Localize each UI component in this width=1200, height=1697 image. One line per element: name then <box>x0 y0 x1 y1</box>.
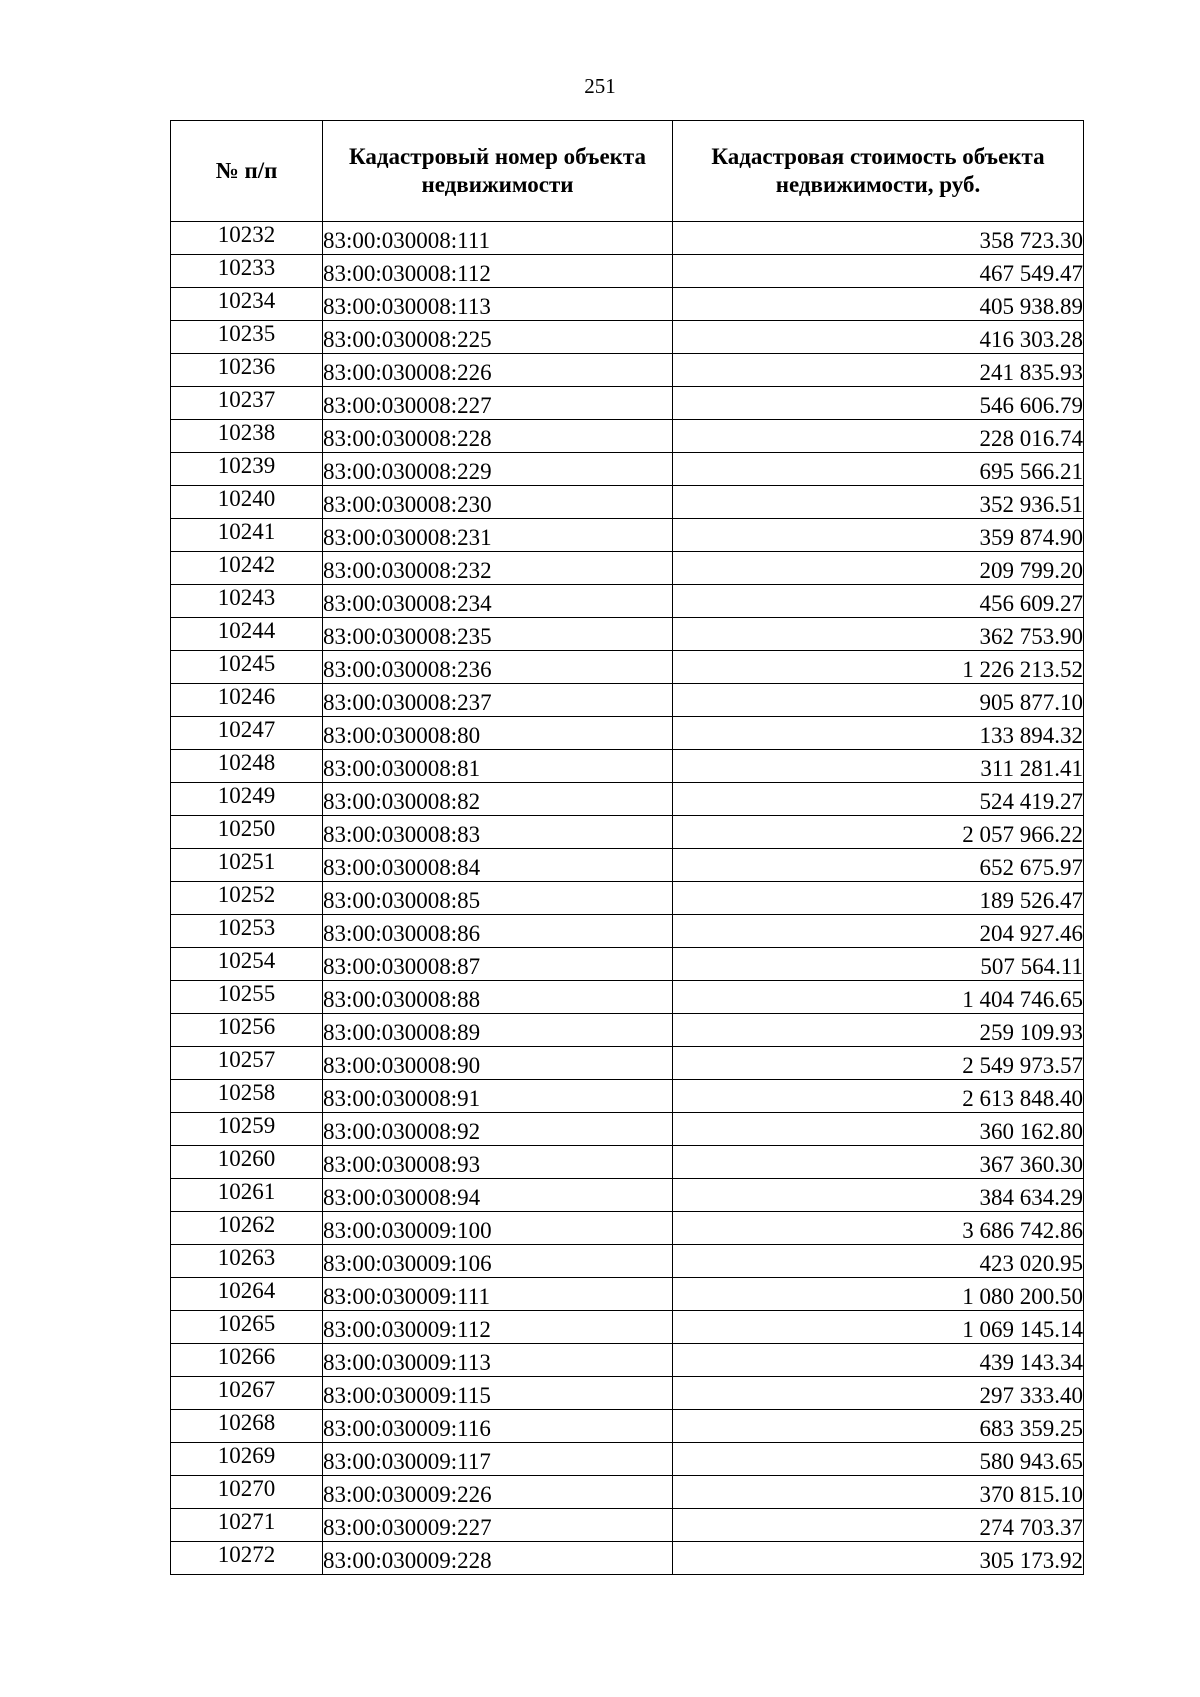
row-number-cell: 10262 <box>171 1212 323 1245</box>
table-row <box>171 618 1084 651</box>
cadastral-value-cell: 2 549 973.57 <box>673 1047 1084 1080</box>
cadastral-number-cell: 83:00:030009:100 <box>323 1212 673 1245</box>
table-row <box>171 1443 1084 1476</box>
row-number-cell: 10237 <box>171 387 323 420</box>
table-row <box>171 288 1084 321</box>
cadastral-number-cell: 83:00:030009:227 <box>323 1509 673 1542</box>
table-row <box>171 816 1084 849</box>
cadastral-value-cell: 297 333.40 <box>673 1377 1084 1410</box>
table-row <box>171 684 1084 717</box>
cadastral-number-cell: 83:00:030008:80 <box>323 717 673 750</box>
row-number-cell: 10245 <box>171 651 323 684</box>
table-row <box>171 1047 1084 1080</box>
cadastral-value-cell: 259 109.93 <box>673 1014 1084 1047</box>
table-row <box>171 354 1084 387</box>
cadastral-value-cell: 370 815.10 <box>673 1476 1084 1509</box>
cadastral-number-cell: 83:00:030008:94 <box>323 1179 673 1212</box>
cadastral-number-cell: 83:00:030009:116 <box>323 1410 673 1443</box>
row-number-cell: 10261 <box>171 1179 323 1212</box>
cadastral-number-cell: 83:00:030008:82 <box>323 783 673 816</box>
cadastral-value-table <box>170 120 1084 1575</box>
row-number-cell: 10267 <box>171 1377 323 1410</box>
cadastral-value-cell: 358 723.30 <box>673 222 1084 255</box>
table-row <box>171 948 1084 981</box>
row-number-cell: 10258 <box>171 1080 323 1113</box>
header-cadastral-value: Кадастровая стоимость объекта недвижимости, руб. <box>673 121 1084 222</box>
table-row <box>171 1278 1084 1311</box>
cadastral-number-cell: 83:00:030008:237 <box>323 684 673 717</box>
cadastral-number-cell: 83:00:030008:234 <box>323 585 673 618</box>
cadastral-number-cell: 83:00:030008:83 <box>323 816 673 849</box>
cadastral-value-cell: 1 080 200.50 <box>673 1278 1084 1311</box>
cadastral-number-cell: 83:00:030008:235 <box>323 618 673 651</box>
table-row <box>171 1113 1084 1146</box>
header-row-number: № п/п <box>171 121 323 222</box>
page-number: 251 <box>584 74 616 98</box>
cadastral-number-cell: 83:00:030008:112 <box>323 255 673 288</box>
cadastral-number-cell: 83:00:030008:86 <box>323 915 673 948</box>
cadastral-number-cell: 83:00:030009:112 <box>323 1311 673 1344</box>
cadastral-value-cell: 423 020.95 <box>673 1245 1084 1278</box>
cadastral-value-cell: 507 564.11 <box>673 948 1084 981</box>
table-row <box>171 1311 1084 1344</box>
cadastral-value-cell: 133 894.32 <box>673 717 1084 750</box>
row-number-cell: 10272 <box>171 1542 323 1575</box>
table-row <box>171 1344 1084 1377</box>
cadastral-value-cell: 3 686 742.86 <box>673 1212 1084 1245</box>
row-number-cell: 10263 <box>171 1245 323 1278</box>
row-number-cell: 10243 <box>171 585 323 618</box>
cadastral-value-cell: 416 303.28 <box>673 321 1084 354</box>
cadastral-value-cell: 2 057 966.22 <box>673 816 1084 849</box>
table-row <box>171 222 1084 255</box>
cadastral-number-cell: 83:00:030009:117 <box>323 1443 673 1476</box>
row-number-cell: 10257 <box>171 1047 323 1080</box>
row-number-cell: 10269 <box>171 1443 323 1476</box>
row-number-cell: 10244 <box>171 618 323 651</box>
cadastral-value-cell: 456 609.27 <box>673 585 1084 618</box>
cadastral-value-cell: 1 226 213.52 <box>673 651 1084 684</box>
table-row <box>171 915 1084 948</box>
row-number-cell: 10248 <box>171 750 323 783</box>
table-row <box>171 420 1084 453</box>
cadastral-value-cell: 1 069 145.14 <box>673 1311 1084 1344</box>
cadastral-number-cell: 83:00:030008:232 <box>323 552 673 585</box>
table-row <box>171 1476 1084 1509</box>
row-number-cell: 10240 <box>171 486 323 519</box>
row-number-cell: 10270 <box>171 1476 323 1509</box>
cadastral-value-cell: 683 359.25 <box>673 1410 1084 1443</box>
cadastral-value-cell: 241 835.93 <box>673 354 1084 387</box>
row-number-cell: 10236 <box>171 354 323 387</box>
table-row <box>171 849 1084 882</box>
table-row <box>171 255 1084 288</box>
table-row <box>171 552 1084 585</box>
table-row <box>171 387 1084 420</box>
cadastral-number-cell: 83:00:030009:111 <box>323 1278 673 1311</box>
row-number-cell: 10254 <box>171 948 323 981</box>
table-body <box>171 222 1084 1575</box>
row-number-cell: 10266 <box>171 1344 323 1377</box>
table-row <box>171 717 1084 750</box>
cadastral-number-cell: 83:00:030008:92 <box>323 1113 673 1146</box>
cadastral-value-cell: 274 703.37 <box>673 1509 1084 1542</box>
table-row <box>171 1212 1084 1245</box>
cadastral-value-cell: 652 675.97 <box>673 849 1084 882</box>
table-row <box>171 1014 1084 1047</box>
cadastral-value-cell: 367 360.30 <box>673 1146 1084 1179</box>
cadastral-value-cell: 209 799.20 <box>673 552 1084 585</box>
header-cadastral-number: Кадастровый номер объекта недвижимости <box>323 121 673 222</box>
cadastral-number-cell: 83:00:030009:115 <box>323 1377 673 1410</box>
cadastral-number-cell: 83:00:030008:85 <box>323 882 673 915</box>
cadastral-number-cell: 83:00:030008:229 <box>323 453 673 486</box>
cadastral-number-cell: 83:00:030008:227 <box>323 387 673 420</box>
table-row <box>171 783 1084 816</box>
table-row <box>171 453 1084 486</box>
row-number-cell: 10255 <box>171 981 323 1014</box>
cadastral-number-cell: 83:00:030008:225 <box>323 321 673 354</box>
row-number-cell: 10268 <box>171 1410 323 1443</box>
cadastral-value-cell: 204 927.46 <box>673 915 1084 948</box>
row-number-cell: 10238 <box>171 420 323 453</box>
cadastral-value-cell: 305 173.92 <box>673 1542 1084 1575</box>
cadastral-value-cell: 311 281.41 <box>673 750 1084 783</box>
cadastral-number-cell: 83:00:030009:106 <box>323 1245 673 1278</box>
cadastral-number-cell: 83:00:030008:93 <box>323 1146 673 1179</box>
cadastral-number-cell: 83:00:030008:81 <box>323 750 673 783</box>
cadastral-value-cell: 189 526.47 <box>673 882 1084 915</box>
row-number-cell: 10264 <box>171 1278 323 1311</box>
cadastral-value-cell: 524 419.27 <box>673 783 1084 816</box>
cadastral-value-cell: 384 634.29 <box>673 1179 1084 1212</box>
table-row <box>171 486 1084 519</box>
cadastral-number-cell: 83:00:030008:88 <box>323 981 673 1014</box>
table-row <box>171 651 1084 684</box>
cadastral-number-cell: 83:00:030008:91 <box>323 1080 673 1113</box>
row-number-cell: 10249 <box>171 783 323 816</box>
row-number-cell: 10271 <box>171 1509 323 1542</box>
row-number-cell: 10247 <box>171 717 323 750</box>
cadastral-number-cell: 83:00:030009:113 <box>323 1344 673 1377</box>
table-row <box>171 1542 1084 1575</box>
table-row <box>171 1179 1084 1212</box>
row-number-cell: 10241 <box>171 519 323 552</box>
table-header <box>171 121 1084 222</box>
cadastral-number-cell: 83:00:030008:90 <box>323 1047 673 1080</box>
row-number-cell: 10252 <box>171 882 323 915</box>
row-number-cell: 10256 <box>171 1014 323 1047</box>
row-number-cell: 10259 <box>171 1113 323 1146</box>
cadastral-value-cell: 905 877.10 <box>673 684 1084 717</box>
table-row <box>171 1146 1084 1179</box>
cadastral-value-cell: 352 936.51 <box>673 486 1084 519</box>
table-row <box>171 321 1084 354</box>
table-row <box>171 1377 1084 1410</box>
cadastral-number-cell: 83:00:030008:87 <box>323 948 673 981</box>
table-row <box>171 1509 1084 1542</box>
table-row <box>171 585 1084 618</box>
row-number-cell: 10242 <box>171 552 323 585</box>
cadastral-value-cell: 546 606.79 <box>673 387 1084 420</box>
row-number-cell: 10260 <box>171 1146 323 1179</box>
cadastral-value-cell: 580 943.65 <box>673 1443 1084 1476</box>
cadastral-number-cell: 83:00:030008:113 <box>323 288 673 321</box>
table-row <box>171 1410 1084 1443</box>
cadastral-number-cell: 83:00:030008:84 <box>323 849 673 882</box>
table-row <box>171 981 1084 1014</box>
row-number-cell: 10234 <box>171 288 323 321</box>
row-number-cell: 10233 <box>171 255 323 288</box>
cadastral-value-cell: 2 613 848.40 <box>673 1080 1084 1113</box>
cadastral-value-cell: 1 404 746.65 <box>673 981 1084 1014</box>
cadastral-value-cell: 360 162.80 <box>673 1113 1084 1146</box>
table-row <box>171 519 1084 552</box>
row-number-cell: 10239 <box>171 453 323 486</box>
header-row <box>171 121 1084 222</box>
cadastral-number-cell: 83:00:030008:111 <box>323 222 673 255</box>
row-number-cell: 10246 <box>171 684 323 717</box>
row-number-cell: 10251 <box>171 849 323 882</box>
cadastral-number-cell: 83:00:030008:228 <box>323 420 673 453</box>
row-number-cell: 10265 <box>171 1311 323 1344</box>
cadastral-value-cell: 439 143.34 <box>673 1344 1084 1377</box>
table-row <box>171 882 1084 915</box>
cadastral-number-cell: 83:00:030009:228 <box>323 1542 673 1575</box>
cadastral-value-cell: 405 938.89 <box>673 288 1084 321</box>
table-row <box>171 1245 1084 1278</box>
cadastral-number-cell: 83:00:030008:236 <box>323 651 673 684</box>
cadastral-value-cell: 228 016.74 <box>673 420 1084 453</box>
cadastral-value-cell: 359 874.90 <box>673 519 1084 552</box>
cadastral-number-cell: 83:00:030008:231 <box>323 519 673 552</box>
cadastral-value-cell: 695 566.21 <box>673 453 1084 486</box>
cadastral-number-cell: 83:00:030008:89 <box>323 1014 673 1047</box>
table-row <box>171 750 1084 783</box>
row-number-cell: 10235 <box>171 321 323 354</box>
row-number-cell: 10232 <box>171 222 323 255</box>
cadastral-value-cell: 467 549.47 <box>673 255 1084 288</box>
row-number-cell: 10250 <box>171 816 323 849</box>
cadastral-value-cell: 362 753.90 <box>673 618 1084 651</box>
cadastral-number-cell: 83:00:030009:226 <box>323 1476 673 1509</box>
cadastral-number-cell: 83:00:030008:230 <box>323 486 673 519</box>
row-number-cell: 10253 <box>171 915 323 948</box>
table-row <box>171 1080 1084 1113</box>
cadastral-number-cell: 83:00:030008:226 <box>323 354 673 387</box>
